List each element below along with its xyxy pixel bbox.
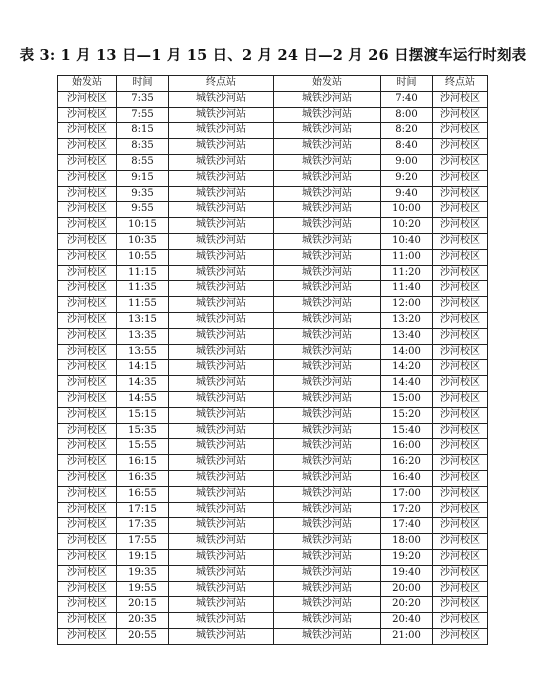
- departure-time-cell: 8:55: [117, 154, 169, 170]
- departure-time-cell: 11:55: [117, 297, 169, 313]
- table-row: [58, 249, 488, 265]
- origin-station-cell: 沙河校区: [58, 265, 117, 281]
- header-origin-station: 始发站: [58, 76, 117, 92]
- return-origin-station-cell: 城铁沙河站: [274, 439, 381, 455]
- return-destination-station-cell: 沙河校区: [433, 407, 488, 423]
- return-time-cell: 13:40: [381, 328, 433, 344]
- return-destination-station-cell: 沙河校区: [433, 581, 488, 597]
- departure-time-cell: 15:15: [117, 407, 169, 423]
- table-row: [58, 328, 488, 344]
- origin-station-cell: 沙河校区: [58, 502, 117, 518]
- return-destination-station-cell: 沙河校区: [433, 534, 488, 550]
- return-destination-station-cell: 沙河校区: [433, 249, 488, 265]
- return-origin-station-cell: 城铁沙河站: [274, 597, 381, 613]
- return-origin-station-cell: 城铁沙河站: [274, 549, 381, 565]
- return-time-cell: 8:00: [381, 107, 433, 123]
- return-origin-station-cell: 城铁沙河站: [274, 154, 381, 170]
- departure-time-cell: 20:55: [117, 628, 169, 644]
- return-destination-station-cell: 沙河校区: [433, 107, 488, 123]
- return-origin-station-cell: 城铁沙河站: [274, 470, 381, 486]
- destination-station-cell: 城铁沙河站: [169, 139, 274, 155]
- return-origin-station-cell: 城铁沙河站: [274, 613, 381, 629]
- origin-station-cell: 沙河校区: [58, 613, 117, 629]
- return-origin-station-cell: 城铁沙河站: [274, 297, 381, 313]
- origin-station-cell: 沙河校区: [58, 107, 117, 123]
- departure-time-cell: 9:35: [117, 186, 169, 202]
- return-origin-station-cell: 城铁沙河站: [274, 139, 381, 155]
- table-row: [58, 186, 488, 202]
- return-destination-station-cell: 沙河校区: [433, 628, 488, 644]
- return-origin-station-cell: 城铁沙河站: [274, 123, 381, 139]
- departure-time-cell: 15:55: [117, 439, 169, 455]
- table-row: [58, 486, 488, 502]
- destination-station-cell: 城铁沙河站: [169, 265, 274, 281]
- return-destination-station-cell: 沙河校区: [433, 439, 488, 455]
- return-time-cell: 19:40: [381, 565, 433, 581]
- return-time-cell: 16:00: [381, 439, 433, 455]
- table-row: [58, 565, 488, 581]
- origin-station-cell: 沙河校区: [58, 376, 117, 392]
- table-row: [58, 502, 488, 518]
- origin-station-cell: 沙河校区: [58, 312, 117, 328]
- destination-station-cell: 城铁沙河站: [169, 91, 274, 107]
- table-row: [58, 360, 488, 376]
- origin-station-cell: 沙河校区: [58, 486, 117, 502]
- origin-station-cell: 沙河校区: [58, 470, 117, 486]
- table-row: [58, 139, 488, 155]
- return-time-cell: 12:00: [381, 297, 433, 313]
- table-row: [58, 281, 488, 297]
- origin-station-cell: 沙河校区: [58, 565, 117, 581]
- departure-time-cell: 9:15: [117, 170, 169, 186]
- return-time-cell: 9:40: [381, 186, 433, 202]
- destination-station-cell: 城铁沙河站: [169, 502, 274, 518]
- origin-station-cell: 沙河校区: [58, 139, 117, 155]
- origin-station-cell: 沙河校区: [58, 281, 117, 297]
- return-destination-station-cell: 沙河校区: [433, 265, 488, 281]
- departure-time-cell: 13:55: [117, 344, 169, 360]
- return-destination-station-cell: 沙河校区: [433, 91, 488, 107]
- return-time-cell: 11:00: [381, 249, 433, 265]
- destination-station-cell: 城铁沙河站: [169, 565, 274, 581]
- return-destination-station-cell: 沙河校区: [433, 360, 488, 376]
- table-row: [58, 439, 488, 455]
- destination-station-cell: 城铁沙河站: [169, 407, 274, 423]
- return-destination-station-cell: 沙河校区: [433, 186, 488, 202]
- return-origin-station-cell: 城铁沙河站: [274, 312, 381, 328]
- origin-station-cell: 沙河校区: [58, 249, 117, 265]
- destination-station-cell: 城铁沙河站: [169, 297, 274, 313]
- return-origin-station-cell: 城铁沙河站: [274, 628, 381, 644]
- table-row: [58, 455, 488, 471]
- origin-station-cell: 沙河校区: [58, 423, 117, 439]
- return-origin-station-cell: 城铁沙河站: [274, 218, 381, 234]
- departure-time-cell: 15:35: [117, 423, 169, 439]
- return-origin-station-cell: 城铁沙河站: [274, 518, 381, 534]
- return-time-cell: 21:00: [381, 628, 433, 644]
- page-title: 表 3: 1 月 13 日—1 月 15 日、2 月 24 日—2 月 26 日摆渡车运行时刻表: [19, 47, 527, 64]
- table-row: [58, 312, 488, 328]
- table-row: [58, 297, 488, 313]
- destination-station-cell: 城铁沙河站: [169, 376, 274, 392]
- return-destination-station-cell: 沙河校区: [433, 139, 488, 155]
- destination-station-cell: 城铁沙河站: [169, 107, 274, 123]
- origin-station-cell: 沙河校区: [58, 391, 117, 407]
- destination-station-cell: 城铁沙河站: [169, 344, 274, 360]
- destination-station-cell: 城铁沙河站: [169, 186, 274, 202]
- return-time-cell: 8:20: [381, 123, 433, 139]
- return-time-cell: 17:20: [381, 502, 433, 518]
- origin-station-cell: 沙河校区: [58, 154, 117, 170]
- destination-station-cell: 城铁沙河站: [169, 249, 274, 265]
- destination-station-cell: 城铁沙河站: [169, 202, 274, 218]
- departure-time-cell: 7:35: [117, 91, 169, 107]
- return-origin-station-cell: 城铁沙河站: [274, 360, 381, 376]
- return-time-cell: 9:20: [381, 170, 433, 186]
- departure-time-cell: 10:55: [117, 249, 169, 265]
- return-origin-station-cell: 城铁沙河站: [274, 534, 381, 550]
- departure-time-cell: 8:15: [117, 123, 169, 139]
- table-row: [58, 613, 488, 629]
- destination-station-cell: 城铁沙河站: [169, 534, 274, 550]
- return-origin-station-cell: 城铁沙河站: [274, 186, 381, 202]
- return-destination-station-cell: 沙河校区: [433, 344, 488, 360]
- return-destination-station-cell: 沙河校区: [433, 233, 488, 249]
- return-destination-station-cell: 沙河校区: [433, 170, 488, 186]
- origin-station-cell: 沙河校区: [58, 597, 117, 613]
- return-time-cell: 19:20: [381, 549, 433, 565]
- return-origin-station-cell: 城铁沙河站: [274, 565, 381, 581]
- return-time-cell: 7:40: [381, 91, 433, 107]
- departure-time-cell: 14:15: [117, 360, 169, 376]
- return-destination-station-cell: 沙河校区: [433, 613, 488, 629]
- origin-station-cell: 沙河校区: [58, 360, 117, 376]
- destination-station-cell: 城铁沙河站: [169, 549, 274, 565]
- return-time-cell: 20:40: [381, 613, 433, 629]
- return-destination-station-cell: 沙河校区: [433, 297, 488, 313]
- return-origin-station-cell: 城铁沙河站: [274, 233, 381, 249]
- table-row: [58, 123, 488, 139]
- return-time-cell: 10:40: [381, 233, 433, 249]
- table-row: [58, 376, 488, 392]
- return-time-cell: 20:00: [381, 581, 433, 597]
- origin-station-cell: 沙河校区: [58, 91, 117, 107]
- destination-station-cell: 城铁沙河站: [169, 312, 274, 328]
- table-row: [58, 628, 488, 644]
- return-origin-station-cell: 城铁沙河站: [274, 391, 381, 407]
- departure-time-cell: 13:15: [117, 312, 169, 328]
- destination-station-cell: 城铁沙河站: [169, 423, 274, 439]
- table-row: [58, 202, 488, 218]
- return-destination-station-cell: 沙河校区: [433, 549, 488, 565]
- return-time-cell: 9:00: [381, 154, 433, 170]
- return-time-cell: 15:00: [381, 391, 433, 407]
- return-destination-station-cell: 沙河校区: [433, 423, 488, 439]
- destination-station-cell: 城铁沙河站: [169, 439, 274, 455]
- table-row: [58, 344, 488, 360]
- destination-station-cell: 城铁沙河站: [169, 328, 274, 344]
- table-row: [58, 549, 488, 565]
- origin-station-cell: 沙河校区: [58, 534, 117, 550]
- return-origin-station-cell: 城铁沙河站: [274, 376, 381, 392]
- destination-station-cell: 城铁沙河站: [169, 518, 274, 534]
- return-destination-station-cell: 沙河校区: [433, 154, 488, 170]
- departure-time-cell: 19:35: [117, 565, 169, 581]
- return-destination-station-cell: 沙河校区: [433, 123, 488, 139]
- origin-station-cell: 沙河校区: [58, 328, 117, 344]
- destination-station-cell: 城铁沙河站: [169, 597, 274, 613]
- destination-station-cell: 城铁沙河站: [169, 613, 274, 629]
- destination-station-cell: 城铁沙河站: [169, 123, 274, 139]
- origin-station-cell: 沙河校区: [58, 628, 117, 644]
- table-header-row: [58, 76, 488, 92]
- destination-station-cell: 城铁沙河站: [169, 628, 274, 644]
- return-destination-station-cell: 沙河校区: [433, 565, 488, 581]
- return-destination-station-cell: 沙河校区: [433, 518, 488, 534]
- destination-station-cell: 城铁沙河站: [169, 391, 274, 407]
- table-row: [58, 154, 488, 170]
- return-time-cell: 18:00: [381, 534, 433, 550]
- return-time-cell: 17:40: [381, 518, 433, 534]
- departure-time-cell: 20:35: [117, 613, 169, 629]
- departure-time-cell: 13:35: [117, 328, 169, 344]
- table-row: [58, 265, 488, 281]
- origin-station-cell: 沙河校区: [58, 170, 117, 186]
- return-time-cell: 11:40: [381, 281, 433, 297]
- departure-time-cell: 19:55: [117, 581, 169, 597]
- return-destination-station-cell: 沙河校区: [433, 597, 488, 613]
- return-time-cell: 14:20: [381, 360, 433, 376]
- departure-time-cell: 16:35: [117, 470, 169, 486]
- header-departure-time: 时间: [117, 76, 169, 92]
- table-row: [58, 534, 488, 550]
- return-destination-station-cell: 沙河校区: [433, 328, 488, 344]
- return-time-cell: 10:00: [381, 202, 433, 218]
- destination-station-cell: 城铁沙河站: [169, 360, 274, 376]
- return-destination-station-cell: 沙河校区: [433, 486, 488, 502]
- departure-time-cell: 7:55: [117, 107, 169, 123]
- table-row: [58, 518, 488, 534]
- origin-station-cell: 沙河校区: [58, 518, 117, 534]
- table-row: [58, 233, 488, 249]
- destination-station-cell: 城铁沙河站: [169, 455, 274, 471]
- return-destination-station-cell: 沙河校区: [433, 391, 488, 407]
- return-origin-station-cell: 城铁沙河站: [274, 107, 381, 123]
- return-origin-station-cell: 城铁沙河站: [274, 486, 381, 502]
- return-time-cell: 20:20: [381, 597, 433, 613]
- departure-time-cell: 14:35: [117, 376, 169, 392]
- departure-time-cell: 20:15: [117, 597, 169, 613]
- destination-station-cell: 城铁沙河站: [169, 470, 274, 486]
- return-origin-station-cell: 城铁沙河站: [274, 328, 381, 344]
- departure-time-cell: 16:15: [117, 455, 169, 471]
- return-destination-station-cell: 沙河校区: [433, 281, 488, 297]
- return-destination-station-cell: 沙河校区: [433, 470, 488, 486]
- destination-station-cell: 城铁沙河站: [169, 233, 274, 249]
- schedule-body: [58, 91, 488, 644]
- return-destination-station-cell: 沙河校区: [433, 312, 488, 328]
- return-time-cell: 8:40: [381, 139, 433, 155]
- origin-station-cell: 沙河校区: [58, 439, 117, 455]
- origin-station-cell: 沙河校区: [58, 202, 117, 218]
- table-row: [58, 423, 488, 439]
- departure-time-cell: 10:35: [117, 233, 169, 249]
- return-origin-station-cell: 城铁沙河站: [274, 502, 381, 518]
- departure-time-cell: 9:55: [117, 202, 169, 218]
- departure-time-cell: 11:15: [117, 265, 169, 281]
- origin-station-cell: 沙河校区: [58, 123, 117, 139]
- departure-time-cell: 19:15: [117, 549, 169, 565]
- origin-station-cell: 沙河校区: [58, 581, 117, 597]
- header-destination-station: 终点站: [169, 76, 274, 92]
- table-row: [58, 91, 488, 107]
- departure-time-cell: 11:35: [117, 281, 169, 297]
- origin-station-cell: 沙河校区: [58, 407, 117, 423]
- table-row: [58, 407, 488, 423]
- return-origin-station-cell: 城铁沙河站: [274, 581, 381, 597]
- departure-time-cell: 17:15: [117, 502, 169, 518]
- return-time-cell: 14:40: [381, 376, 433, 392]
- origin-station-cell: 沙河校区: [58, 233, 117, 249]
- table-row: [58, 597, 488, 613]
- destination-station-cell: 城铁沙河站: [169, 281, 274, 297]
- destination-station-cell: 城铁沙河站: [169, 154, 274, 170]
- departure-time-cell: 8:35: [117, 139, 169, 155]
- return-origin-station-cell: 城铁沙河站: [274, 423, 381, 439]
- destination-station-cell: 城铁沙河站: [169, 218, 274, 234]
- return-destination-station-cell: 沙河校区: [433, 455, 488, 471]
- header-return-time: 时间: [381, 76, 433, 92]
- return-time-cell: 17:00: [381, 486, 433, 502]
- schedule-table: [57, 75, 488, 645]
- return-origin-station-cell: 城铁沙河站: [274, 91, 381, 107]
- return-origin-station-cell: 城铁沙河站: [274, 265, 381, 281]
- departure-time-cell: 16:55: [117, 486, 169, 502]
- return-time-cell: 16:40: [381, 470, 433, 486]
- table-row: [58, 470, 488, 486]
- origin-station-cell: 沙河校区: [58, 218, 117, 234]
- header-return-destination-station: 终点站: [433, 76, 488, 92]
- return-origin-station-cell: 城铁沙河站: [274, 281, 381, 297]
- table-row: [58, 581, 488, 597]
- origin-station-cell: 沙河校区: [58, 344, 117, 360]
- return-time-cell: 15:40: [381, 423, 433, 439]
- return-time-cell: 10:20: [381, 218, 433, 234]
- departure-time-cell: 10:15: [117, 218, 169, 234]
- header-return-origin-station: 始发站: [274, 76, 381, 92]
- table-row: [58, 107, 488, 123]
- departure-time-cell: 14:55: [117, 391, 169, 407]
- return-origin-station-cell: 城铁沙河站: [274, 455, 381, 471]
- origin-station-cell: 沙河校区: [58, 186, 117, 202]
- departure-time-cell: 17:55: [117, 534, 169, 550]
- origin-station-cell: 沙河校区: [58, 455, 117, 471]
- origin-station-cell: 沙河校区: [58, 297, 117, 313]
- return-destination-station-cell: 沙河校区: [433, 376, 488, 392]
- return-time-cell: 13:20: [381, 312, 433, 328]
- destination-station-cell: 城铁沙河站: [169, 486, 274, 502]
- table-row: [58, 170, 488, 186]
- return-destination-station-cell: 沙河校区: [433, 202, 488, 218]
- departure-time-cell: 17:35: [117, 518, 169, 534]
- table-row: [58, 391, 488, 407]
- return-time-cell: 16:20: [381, 455, 433, 471]
- return-time-cell: 11:20: [381, 265, 433, 281]
- origin-station-cell: 沙河校区: [58, 549, 117, 565]
- return-destination-station-cell: 沙河校区: [433, 218, 488, 234]
- return-origin-station-cell: 城铁沙河站: [274, 407, 381, 423]
- return-origin-station-cell: 城铁沙河站: [274, 344, 381, 360]
- return-time-cell: 14:00: [381, 344, 433, 360]
- destination-station-cell: 城铁沙河站: [169, 581, 274, 597]
- return-origin-station-cell: 城铁沙河站: [274, 249, 381, 265]
- table-row: [58, 218, 488, 234]
- return-origin-station-cell: 城铁沙河站: [274, 202, 381, 218]
- return-time-cell: 15:20: [381, 407, 433, 423]
- return-destination-station-cell: 沙河校区: [433, 502, 488, 518]
- destination-station-cell: 城铁沙河站: [169, 170, 274, 186]
- return-origin-station-cell: 城铁沙河站: [274, 170, 381, 186]
